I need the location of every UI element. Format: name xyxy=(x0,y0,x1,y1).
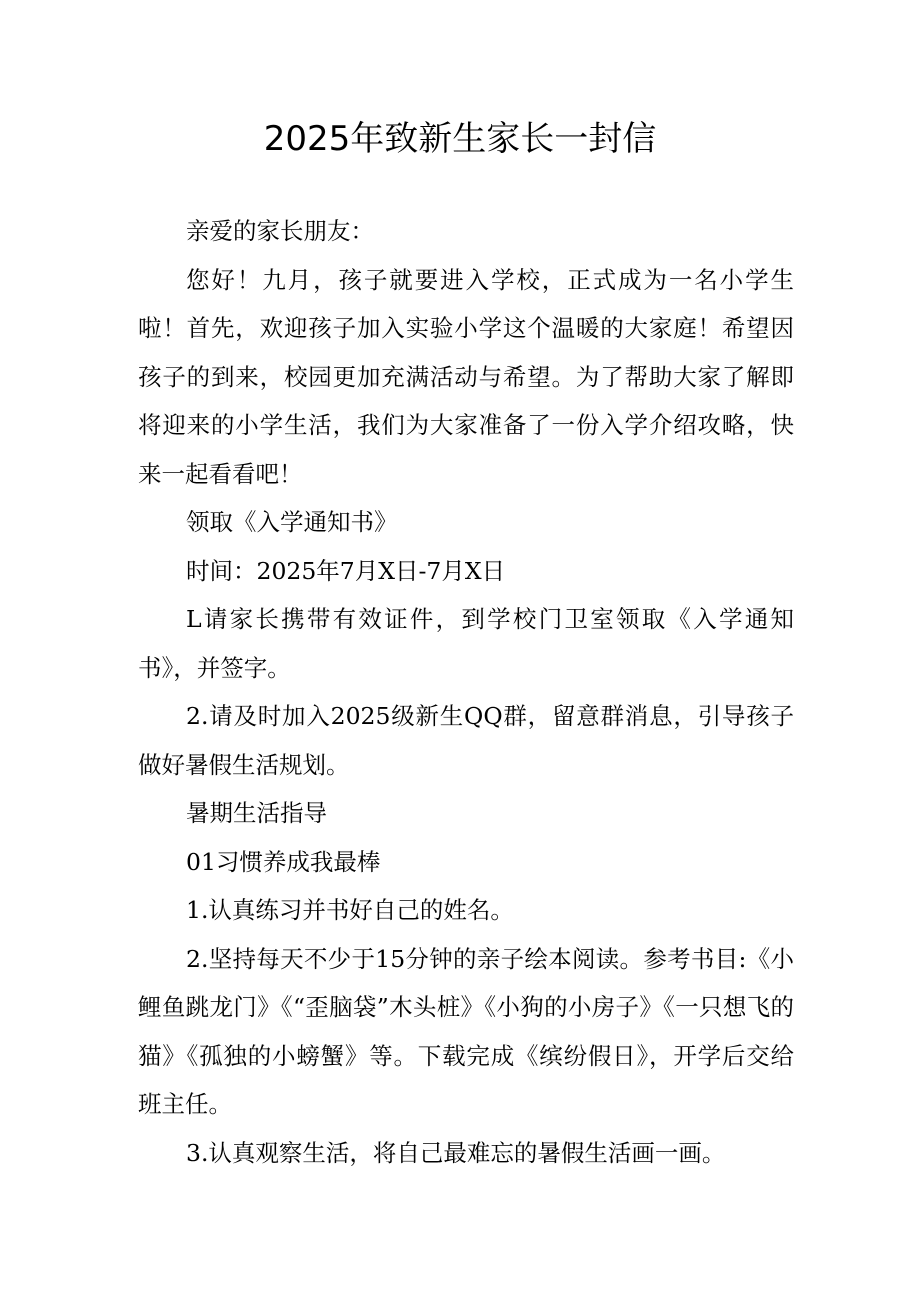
instruction-item-1: L请家长携带有效证件，到学校门卫室领取《入学通知书》，并签字。 xyxy=(138,605,794,682)
intro-paragraph: 您好！九月，孩子就要进入学校，正式成为一名小学生啦！首先，欢迎孩子加入实验小学这个温暖的大家庭！希望因孩子的到来，校园更加充满活动与希望。为了帮助大家了解即将迎来的小学生活，我们为大家准备了一份入学介绍攻略，快来一起看看吧！ xyxy=(138,265,794,488)
document-title: 2025年致新生家长一封信 xyxy=(263,119,657,159)
habit-item-1: 1.认真练习并书好自己的姓名。 xyxy=(186,896,514,924)
section-heading-admission-notice: 领取《入学通知书》 xyxy=(186,508,398,536)
salutation: 亲爱的家长朋友： xyxy=(186,217,374,245)
habit-item-2: 2.坚持每天不少于15分钟的亲子绘本阅读。参考书目:《小鲤鱼跳龙门》《“歪脑袋”木头桩》《小狗的小房子》《一只想飞的猫》《孤独的小螃蟹》等。下载完成《缤纷假日》，开学后交给班主任。 xyxy=(138,944,794,1118)
subsection-heading-habits: 01习惯养成我最棒 xyxy=(186,847,381,876)
pickup-time: 时间：2025年7月X日-7月X日 xyxy=(186,556,506,585)
section-heading-summer-guidance: 暑期生活指导 xyxy=(186,799,327,827)
instruction-item-2: 2.请及时加入2025级新生QQ群，留意群消息，引导孩子做好暑假生活规划。 xyxy=(138,702,794,779)
letter-body xyxy=(138,207,794,1177)
habit-item-3: 3.认真观察生活，将自己最难忘的暑假生活画一画。 xyxy=(186,1138,726,1167)
